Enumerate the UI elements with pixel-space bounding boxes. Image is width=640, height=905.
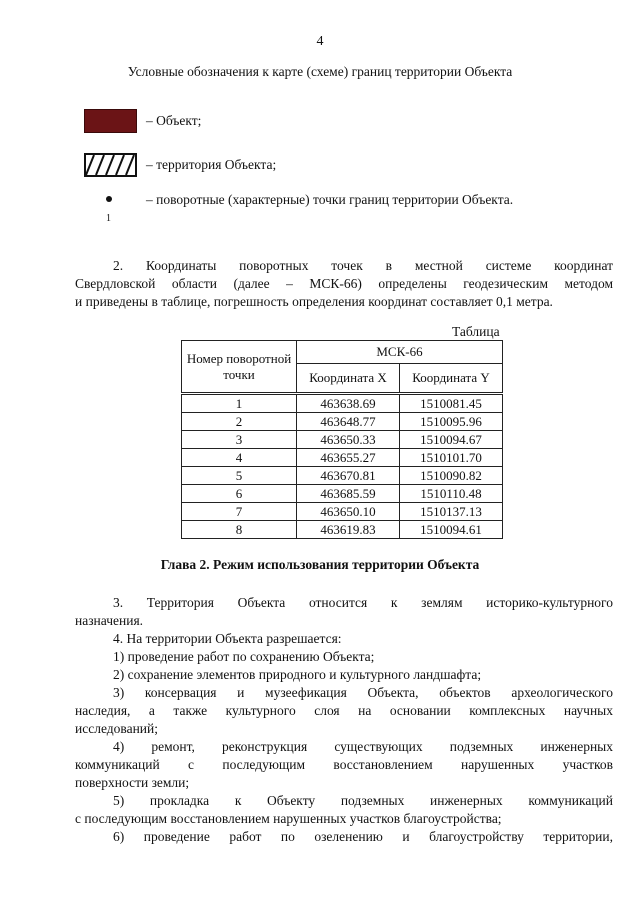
- y-cell: 1510094.61: [400, 521, 503, 539]
- point-number-cell: 4: [182, 449, 297, 467]
- y-cell: 1510137.13: [400, 503, 503, 521]
- point-number-cell: 5: [182, 467, 297, 485]
- point-number-cell: 1: [182, 394, 297, 413]
- territory-hatch-swatch: [84, 153, 137, 177]
- table-row: [182, 467, 503, 485]
- section-4-item-1: 1) проведение работ по сохранению Объекта;: [113, 649, 375, 664]
- section-4-item-4-line-2: коммуникаций с последующим восстановлением нарушенных участков: [75, 757, 613, 772]
- table-row: [182, 521, 503, 539]
- table-row: [182, 503, 503, 521]
- section-2-paragraph: [75, 257, 613, 311]
- section-4-item-3-line-3: исследований;: [75, 721, 158, 736]
- table-row: [182, 394, 503, 413]
- section-4-item-4-line-3: поверхности земли;: [75, 775, 190, 790]
- table-row: [182, 413, 503, 431]
- x-cell: 463619.83: [297, 521, 400, 539]
- point-number-cell: 3: [182, 431, 297, 449]
- points-legend-label: – поворотные (характерные) точки границ территории Объекта.: [146, 192, 514, 207]
- territory-legend-label: – территория Объекта;: [146, 157, 277, 172]
- x-cell: 463650.10: [297, 503, 400, 521]
- section-2-line-1: 2. Координаты поворотных точек в местной системе координат: [113, 258, 613, 273]
- section-4-item-3-line-1: 3) консервация и музеефикация Объекта, объектов археологического: [113, 685, 613, 700]
- section-4-item-5-line-2: с последующим восстановлением нарушенных участков благоустройства;: [75, 811, 502, 826]
- section-3-line-2: назначения.: [75, 613, 144, 628]
- hatch-pattern-icon: [86, 155, 135, 175]
- turning-point-number: 1: [106, 213, 111, 224]
- x-cell: 463655.27: [297, 449, 400, 467]
- point-number-cell: 7: [182, 503, 297, 521]
- table-row: [182, 485, 503, 503]
- table-caption: Таблица: [452, 324, 500, 339]
- page-number: 4: [316, 34, 324, 49]
- header-point-number: Номер поворотной точки: [182, 341, 297, 394]
- y-cell: 1510110.48: [400, 485, 503, 503]
- y-cell: 1510101.70: [400, 449, 503, 467]
- legend-title: Условные обозначения к карте (схеме) границ территории Объекта: [127, 64, 513, 79]
- section-4-item-2: 2) сохранение элементов природного и культурного ландшафта;: [113, 667, 482, 682]
- object-legend-swatch: [84, 109, 137, 133]
- x-cell: 463638.69: [297, 394, 400, 413]
- chapter-title: Глава 2. Режим использования территории Объекта: [160, 557, 480, 572]
- point-number-cell: 8: [182, 521, 297, 539]
- point-number-cell: 6: [182, 485, 297, 503]
- y-cell: 1510095.96: [400, 413, 503, 431]
- section-2-line-3: и приведены в таблице, погрешность определения координат составляет 0,1 метра.: [75, 294, 553, 309]
- x-cell: 463650.33: [297, 431, 400, 449]
- x-cell: 463648.77: [297, 413, 400, 431]
- table-row: [182, 431, 503, 449]
- header-coordinate-x: Координата X: [297, 364, 400, 394]
- section-4-intro: 4. На территории Объекта разрешается:: [113, 631, 342, 646]
- table-row: [182, 449, 503, 467]
- x-cell: 463670.81: [297, 467, 400, 485]
- header-coordinate-y: Координата Y: [400, 364, 503, 394]
- x-cell: 463685.59: [297, 485, 400, 503]
- header-coordinate-system: МСК-66: [297, 341, 503, 364]
- y-cell: 1510094.67: [400, 431, 503, 449]
- y-cell: 1510081.45: [400, 394, 503, 413]
- section-2-line-2: Свердловской области (далее – МСК-66) определены геодезическим методом: [75, 276, 613, 291]
- body-text: [75, 594, 613, 846]
- point-number-cell: 2: [182, 413, 297, 431]
- section-4-item-5-line-1: 5) прокладка к Объекту подземных инженерных коммуникаций: [113, 793, 613, 808]
- object-legend-label: – Объект;: [146, 113, 202, 128]
- section-4-item-3-line-2: наследия, а также культурного слоя на основании комплексных научных: [75, 703, 613, 718]
- coordinates-table: [181, 340, 503, 539]
- section-3-line-1: 3. Территория Объекта относится к землям историко-культурного: [113, 595, 613, 610]
- turning-point-dot-icon: [106, 196, 112, 202]
- section-4-item-4-line-1: 4) ремонт, реконструкция существующих подземных инженерных: [113, 739, 613, 754]
- section-4-item-6-line-1: 6) проведение работ по озеленению и благоустройству территории,: [113, 829, 613, 844]
- y-cell: 1510090.82: [400, 467, 503, 485]
